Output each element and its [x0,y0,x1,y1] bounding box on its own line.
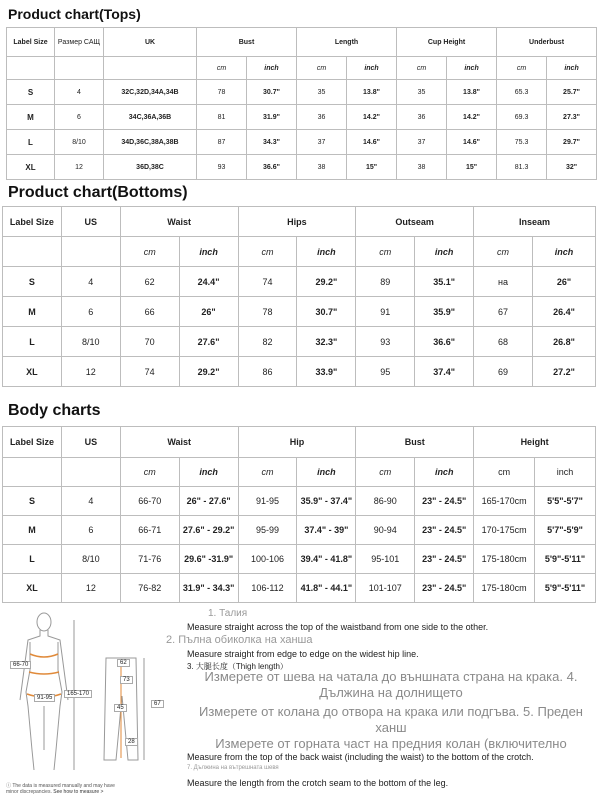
cell: 175-180cm [474,545,535,574]
header-cup-height: Cup Height [397,28,497,57]
cell: 95 [356,357,415,387]
unit-cm: cm [474,237,533,267]
cell: 37.4" - 39" [297,516,356,545]
header-bust: Bust [356,427,474,458]
cell: 29.2" [179,357,238,387]
unit-cm: cm [120,237,179,267]
cell: 70 [120,327,179,357]
cell: 4 [61,487,120,516]
cell: 101-107 [356,574,415,603]
cell: 66 [120,297,179,327]
cell: 12 [61,574,120,603]
cell: 91-95 [238,487,297,516]
cell: 14.6" [347,130,397,155]
header-size-us: Размер САЩ [55,28,104,57]
cell: 68 [474,327,533,357]
tops-title: Product chart(Tops) [8,6,141,22]
cell: 23" - 24.5" [415,545,474,574]
cell: 32C,32D,34A,34B [104,80,197,105]
tops-size-table [6,27,597,180]
cell: 76-82 [120,574,179,603]
table-row [7,105,597,130]
cell: 37 [297,130,347,155]
cell: 170-175cm [474,516,535,545]
cell: 36 [397,105,447,130]
body-size-table [2,426,596,603]
cell: 93 [197,155,247,180]
unit-inch: inch [415,237,474,267]
cell: 14.6" [447,130,497,155]
cell: 27.3" [547,105,597,130]
figure-label: 62 [117,659,130,667]
cell: 67 [474,297,533,327]
unit-cm: cm [297,57,347,80]
figure-label: 67 [151,700,164,708]
cell: 95-101 [356,545,415,574]
size-label: S [7,80,55,105]
size-label: S [3,267,62,297]
cell: 32" [547,155,597,180]
cell: 23" - 24.5" [415,574,474,603]
cell: 37.4" [415,357,474,387]
cell: 26.4" [532,297,595,327]
step-5-text: Measure the length from the crotch seam to the bottom of the leg. [187,778,449,788]
cell: 14.2" [447,105,497,130]
cell: 26" [179,297,238,327]
size-label: XL [7,155,55,180]
cell: 29.7" [547,130,597,155]
cell: 6 [61,297,120,327]
size-label: XL [3,574,62,603]
cell: 26.8" [532,327,595,357]
cell: 8/10 [61,545,120,574]
cell: 34D,36C,38A,38B [104,130,197,155]
cell: 36.6" [247,155,297,180]
cell: 78 [238,297,297,327]
step-2-title: 2. Пълна обиколка на ханша [166,634,313,646]
cell: 37 [397,130,447,155]
unit-cm: cm [238,237,297,267]
size-label: XL [3,357,62,387]
cell: 32.3" [297,327,356,357]
unit-cm: cm [474,458,535,487]
cell: 12 [55,155,104,180]
table-row [7,130,597,155]
cell: 6 [61,516,120,545]
cell: 41.8" - 44.1" [297,574,356,603]
unit-inch: inch [415,458,474,487]
cell: 39.4" - 41.8" [297,545,356,574]
header-uk: UK [104,28,197,57]
unit-cm: cm [356,237,415,267]
cell: 29.2" [297,267,356,297]
cell: 36.6" [415,327,474,357]
header-waist: Waist [120,207,238,237]
cell: 34C,36A,36B [104,105,197,130]
step-7-title: 7. Дължина на вътрешната шевя [187,765,279,771]
overlay-translation: Измерете от шева на чатала до външната страна на крака. 4. Дължина на долнището [204,669,578,700]
size-label: L [7,130,55,155]
cell: 26" [532,267,595,297]
figure-label: 165-170 [64,690,92,698]
cell: 106-112 [238,574,297,603]
overlay-translation: Измерете от горната част на предния колан (включително [215,736,567,751]
unit-inch: inch [347,57,397,80]
unit-inch: inch [297,237,356,267]
cell: 35.9" [415,297,474,327]
size-label: L [3,327,62,357]
cell: 89 [356,267,415,297]
cell: 175-180cm [474,574,535,603]
size-label: M [3,297,62,327]
cell: 71-76 [120,545,179,574]
overlay-translation: Измерете от колана до отвора на крака или подгъва. 5. Преден ханш [199,704,583,735]
cell: 31.9" [247,105,297,130]
cell: 87 [197,130,247,155]
size-label: M [7,105,55,130]
unit-cm: cm [120,458,179,487]
cell: 66-71 [120,516,179,545]
cell: 38 [297,155,347,180]
cell: 25.7" [547,80,597,105]
table-row [3,545,596,574]
cell: 6 [55,105,104,130]
header-height: Height [474,427,596,458]
unit-inch: inch [447,57,497,80]
step-3-title: 3. 大腿长度（Thigh length） [187,662,288,671]
cell: 31.9" - 34.3" [179,574,238,603]
table-row [7,80,597,105]
header-us: US [61,427,120,458]
cell: 5'7"-5'9" [535,516,596,545]
unit-inch: inch [297,458,356,487]
cell: 26" - 27.6" [179,487,238,516]
header-bust: Bust [197,28,297,57]
bottoms-size-table [2,206,596,387]
figure-label: 91-95 [34,694,55,702]
table-row [3,487,596,516]
cell: 35 [397,80,447,105]
cell: 33.9" [297,357,356,387]
cell: 81.3 [497,155,547,180]
cell: 93 [356,327,415,357]
unit-inch: inch [179,237,238,267]
cell: 86 [238,357,297,387]
unit-cm: cm [197,57,247,80]
cell: 30.7" [247,80,297,105]
figure-label: 73 [120,676,133,684]
table-row [3,297,596,327]
cell: 95-99 [238,516,297,545]
cell: 69 [474,357,533,387]
cell: 36D,38C [104,155,197,180]
cell: на [474,267,533,297]
cell: 90-94 [356,516,415,545]
figure-label: 28 [125,738,138,746]
cell: 27.2" [532,357,595,387]
cell: 74 [238,267,297,297]
table-row [7,155,597,180]
size-label: S [3,487,62,516]
cell: 86-90 [356,487,415,516]
measurement-note [6,782,116,795]
header-label-size: Label Size [3,207,62,237]
how-to-measure-link[interactable]: See how to measure > [53,789,104,795]
figure-label: 45 [114,704,127,712]
unit-cm: cm [238,458,297,487]
cell: 35 [297,80,347,105]
cell: 36 [297,105,347,130]
cell: 74 [120,357,179,387]
cell: 165-170cm [474,487,535,516]
unit-cm: cm [397,57,447,80]
step-1-title: 1. Талия [208,608,248,619]
header-underbust: Underbust [497,28,597,57]
cell: 23" - 24.5" [415,516,474,545]
cell: 62 [120,267,179,297]
cell: 34.3" [247,130,297,155]
size-label: M [3,516,62,545]
unit-inch: inch [535,458,596,487]
cell: 5'9"-5'11" [535,574,596,603]
cell: 38 [397,155,447,180]
header-label-size: Label Size [7,28,55,57]
cell: 13.8" [347,80,397,105]
cell: 75.3 [497,130,547,155]
header-label-size: Label Size [3,427,62,458]
cell: 13.8" [447,80,497,105]
cell: 24.4" [179,267,238,297]
unit-cm: cm [356,458,415,487]
cell: 35.9" - 37.4" [297,487,356,516]
cell: 14.2" [347,105,397,130]
step-1-text: Measure straight across the top of the waistband from one side to the other. [187,622,489,632]
cell: 66-70 [120,487,179,516]
cell: 30.7" [297,297,356,327]
note-text: The data is measured manually and may have minor discrepancies. [6,783,115,795]
cell: 8/10 [55,130,104,155]
unit-inch: inch [247,57,297,80]
cell: 65.3 [497,80,547,105]
cell: 5'9"-5'11" [535,545,596,574]
cell: 35.1" [415,267,474,297]
cell: 5'5"-5'7" [535,487,596,516]
cell: 15" [347,155,397,180]
header-hips: Hips [238,207,356,237]
cell: 82 [238,327,297,357]
table-row [3,267,596,297]
cell: 27.6" - 29.2" [179,516,238,545]
header-waist: Waist [120,427,238,458]
cell: 12 [61,357,120,387]
cell: 29.6" -31.9" [179,545,238,574]
figure-label: 66-70 [10,661,31,669]
cell: 4 [61,267,120,297]
cell: 81 [197,105,247,130]
cell: 100-106 [238,545,297,574]
unit-cm: cm [497,57,547,80]
unit-inch: inch [179,458,238,487]
body-title: Body charts [8,402,101,419]
table-row [3,516,596,545]
step-4-text: Measure from the top of the back waist (including the waist) to the bottom of the crotch. [187,752,534,762]
cell: 23" - 24.5" [415,487,474,516]
cell: 69.3 [497,105,547,130]
header-outseam: Outseam [356,207,474,237]
cell: 91 [356,297,415,327]
cell: 4 [55,80,104,105]
table-row [3,574,596,603]
unit-inch: inch [532,237,595,267]
cell: 78 [197,80,247,105]
table-row [3,357,596,387]
unit-inch: inch [547,57,597,80]
header-hip: Hip [238,427,356,458]
size-label: L [3,545,62,574]
cell: 8/10 [61,327,120,357]
step-2-text: Measure straight from edge to edge on the widest hip line. [187,649,419,659]
table-row [3,327,596,357]
header-us: US [61,207,120,237]
cell: 27.6" [179,327,238,357]
info-icon: ⓘ [6,783,12,789]
bottoms-title: Product chart(Bottoms) [8,184,188,201]
header-inseam: Inseam [474,207,596,237]
cell: 15" [447,155,497,180]
header-length: Length [297,28,397,57]
